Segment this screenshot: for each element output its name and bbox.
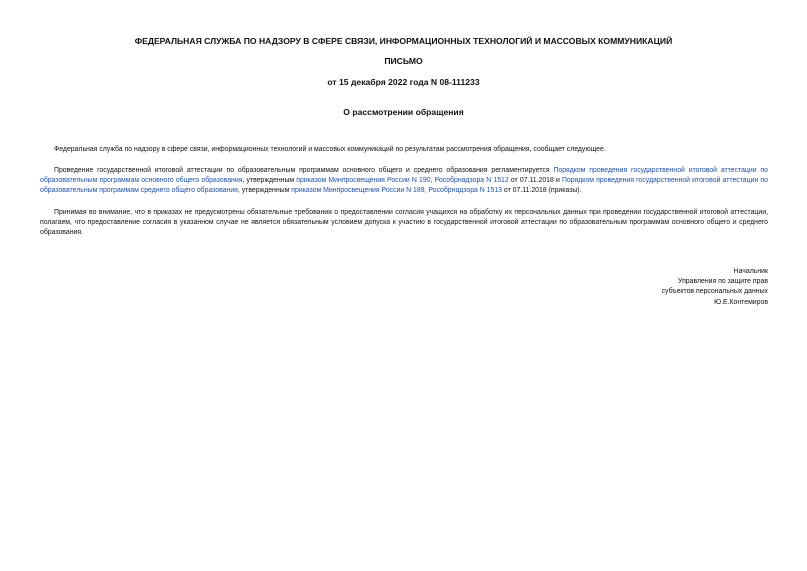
paragraph-text: , утвержденным (242, 177, 297, 185)
signature-department-cont: субъектов персональных данных (661, 288, 768, 296)
paragraph-text: Проведение государственной итоговой аттестации по образовательным программам основного общего и среднего образования регламентируется (54, 167, 554, 174)
issuing-organization: ФЕДЕРАЛЬНАЯ СЛУЖБА ПО НАДЗОРУ В СФЕРЕ СВЯЗИ, ИНФОРМАЦИОННЫХ ТЕХНОЛОГИЙ И МАССОВЫХ КОММУНИКАЦИЙ (134, 36, 673, 46)
paragraph-text: от 07.11.2018 и (508, 177, 562, 185)
link-decree-189-1513[interactable]: приказом Минпросвещения России N 189, Рособрнадзора N 1513 (291, 187, 503, 195)
signature-block (662, 267, 768, 308)
signature-position: Начальник (733, 268, 768, 275)
paragraph-text: от 07.11.2018 (приказы). (502, 187, 582, 195)
paragraph-conclusion: Принимая во внимание, что в приказах не предусмотрены обязательные требования о предоставлении согласия учащихся на обработку их персональных данных при проведении государственной итоговой аттестации, полагаем, что предоставление согласия в указанном случае не является обязательным условием допуска к участию в государственной итоговой аттестации по образовательным программам основного общего и среднего образования. (40, 209, 768, 237)
link-order-secondary-education[interactable]: Порядком проведения государственной итоговой аттестации по образовательным программам среднего общего образования (40, 177, 768, 195)
document-subject: О рассмотрении обращения (343, 107, 464, 117)
signature-department: Управления по защите прав (678, 278, 768, 286)
document-type: ПИСЬМО (384, 56, 423, 66)
paragraph-intro: Федеральная служба по надзору в сфере связи, информационных технологий и массовых коммуникаций по результатам рассмотрения обращения, сообщает следующее. (54, 146, 606, 153)
document-date-number: от 15 декабря 2022 года N 08-111233 (327, 77, 480, 87)
link-decree-190-1512[interactable]: приказом Минпросвещения России N 190, Рособрнадзора N 1512 (296, 177, 509, 185)
link-order-basic-education[interactable]: Порядком проведения государственной итоговой аттестации по образовательным программам основного общего образования (40, 167, 768, 185)
paragraph-text: , утвержденным (237, 187, 292, 195)
paragraph-regulation (40, 166, 768, 197)
signature-name: Ю.Е.Контемиров (714, 298, 768, 306)
